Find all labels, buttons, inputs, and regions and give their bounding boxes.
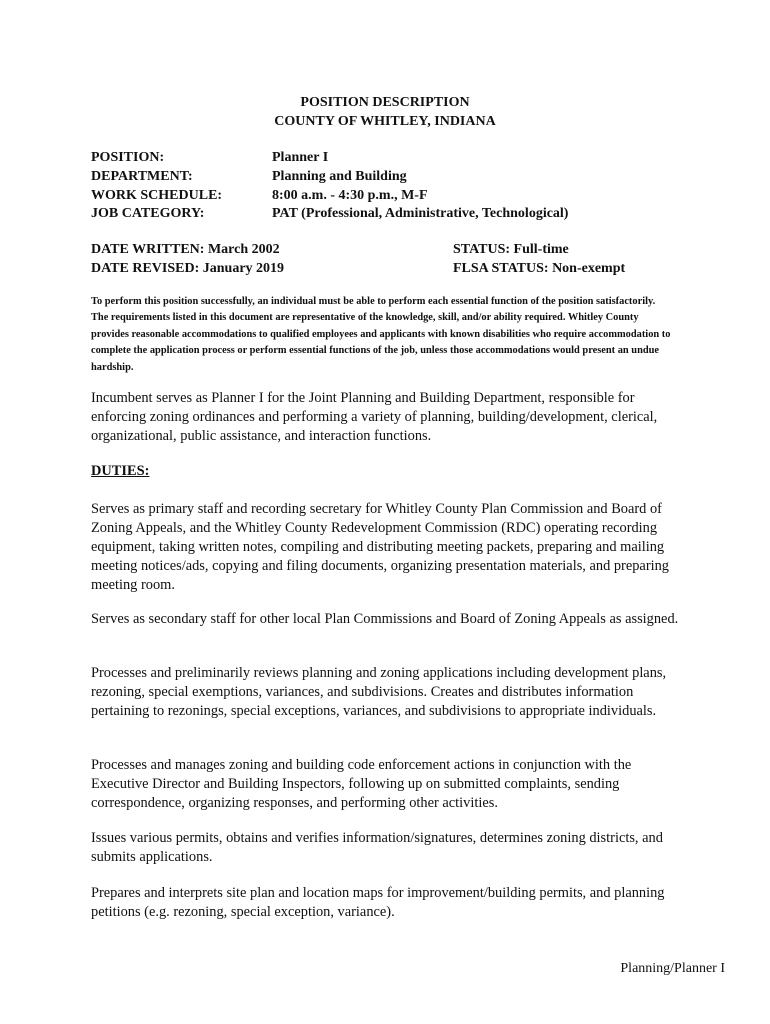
position-value: Planner I (272, 150, 329, 165)
date-written: DATE WRITTEN: March 2002 (91, 242, 280, 257)
work-schedule-label: WORK SCHEDULE: (91, 188, 223, 203)
work-schedule-value: 8:00 a.m. - 4:30 p.m., M-F (272, 188, 428, 203)
employment-status: STATUS: Full-time (453, 242, 569, 257)
position-label: POSITION: (91, 150, 165, 165)
duty-paragraph: Processes and manages zoning and building code enforcement actions in conjunction with the Executive Director and Building Inspectors, following up on submitted complaints, sending correspondence, organizing responses, and performing other activities. (91, 757, 632, 811)
date-revised: DATE REVISED: January 2019 (91, 261, 285, 276)
disclaimer-paragraph: To perform this position successfully, an individual must be able to perform each essential function of the position satisfactorily. The requirements listed in this document are representative of the knowledge, skill, and/or ability required. Whitley County provides reasonable accommodations to qualified employees and applicants with known disabilities who require accommodation to complete the application process or perform essential functions of the job, unless those accommodations would present an undue hardship. (91, 296, 671, 373)
flsa-status: FLSA STATUS: Non-exempt (453, 261, 626, 276)
page-footer: Planning/Planner I (620, 961, 725, 976)
job-category-label: JOB CATEGORY: (91, 206, 205, 221)
duty-paragraph: Processes and preliminarily reviews planning and zoning applications including development plans, rezoning, special exemptions, variances, and subdivisions. Creates and distributes information pertaining to rezonings, special exceptions, variances, and subdivisions to appropriate individuals. (91, 665, 667, 719)
job-category-value: PAT (Professional, Administrative, Technological) (272, 206, 569, 221)
duties-heading: DUTIES: (91, 463, 150, 479)
duty-paragraph: Prepares and interprets site plan and location maps for improvement/building permits, and planning petitions (e.g. rezoning, special exception, variance). (91, 885, 665, 920)
duty-paragraph: Issues various permits, obtains and verifies information/signatures, determines zoning districts, and submits applications. (91, 830, 663, 865)
duty-paragraph: Serves as secondary staff for other local Plan Commissions and Board of Zoning Appeals as assigned. (91, 611, 679, 627)
duty-paragraph: Serves as primary staff and recording secretary for Whitley County Plan Commission and Board of Zoning Appeals, and the Whitley County Redevelopment Commission (RDC) operating recording equipment, taking written notes, compiling and distributing meeting packets, preparing and mailing meeting notices/ads, copying and filing documents, organizing presentation materials, and preparing meeting room. (91, 501, 670, 593)
document-subtitle: COUNTY OF WHITLEY, INDIANA (274, 114, 496, 129)
department-label: DEPARTMENT: (91, 169, 193, 184)
intro-paragraph: Incumbent serves as Planner I for the Joint Planning and Building Department, responsible for enforcing zoning ordinances and performing a variety of planning, building/development, clerical, organizational, public assistance, and interaction functions. (91, 390, 658, 444)
department-value: Planning and Building (272, 169, 407, 184)
document-title: POSITION DESCRIPTION (300, 95, 470, 110)
